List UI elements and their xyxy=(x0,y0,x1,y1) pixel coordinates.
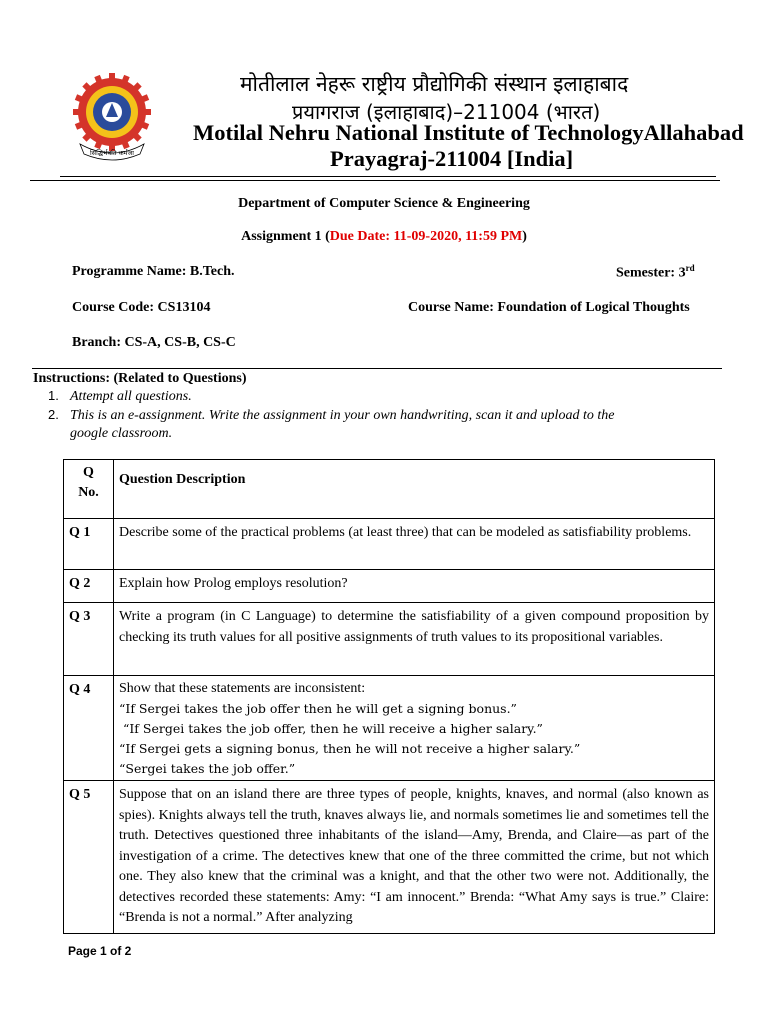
table-row xyxy=(64,570,715,603)
question-number: Q 2 xyxy=(64,570,114,603)
institute-address: Prayagraj-211004 [India] xyxy=(330,146,574,171)
assignment-title: Assignment 1 (Due Date: 11-09-2020, 11:59 PM) xyxy=(241,229,527,244)
header-divider-thin xyxy=(30,180,720,181)
programme-name: Programme Name: B.Tech. xyxy=(72,264,235,279)
question-text: Show that these statements are inconsistent: “If Sergei takes the job offer then he will get a signing bonus.” “If Sergei takes the job offer, then he will receive a higher salary.” “If Sergei gets a signing bonus, then he will not receive a higher salary.” “Sergei takes the job offer.” xyxy=(114,676,715,781)
due-date: Due Date: 11-09-2020, 11:59 PM xyxy=(329,229,523,244)
institute-name: Motilal Nehru National Institute of TechnologyAllahabad xyxy=(193,120,744,145)
question-text: Describe some of the practical problems (at least three) that can be modeled as satisfiability problems. xyxy=(114,519,715,570)
branch: Branch: CS-A, CS-B, CS-C xyxy=(72,335,236,350)
institute-name-hindi: मोतीलाल नेहरू राष्ट्रीय प्रौद्योगिकी संस्थान इलाहाबाद xyxy=(240,72,629,96)
header-description: Question Description xyxy=(114,460,715,519)
header-divider xyxy=(60,176,716,177)
table-row xyxy=(64,676,715,781)
question-number: Q 1 xyxy=(64,519,114,570)
question-text: Write a program (in C Language) to determine the satisfiability of a given compound proposition by checking its truth values for all positive assignments of truth values to its propositional variables. xyxy=(114,603,715,676)
table-row xyxy=(64,603,715,676)
page-number: Page 1 of 2 xyxy=(68,944,132,958)
question-number: Q 4 xyxy=(64,676,114,781)
header-qno: Q No. xyxy=(64,460,114,519)
section-divider xyxy=(32,368,722,369)
course-code: Course Code: CS13104 xyxy=(72,300,211,315)
svg-text:सिद्धिर्भवति कर्मजा: सिद्धिर्भवति कर्मजा xyxy=(90,149,134,157)
table-row xyxy=(64,781,715,934)
instructions-title: Instructions: (Related to Questions) xyxy=(33,371,247,386)
department-title: Department of Computer Science & Engineering xyxy=(238,196,530,211)
question-number: Q 5 xyxy=(64,781,114,934)
semester: Semester: 3rd xyxy=(616,263,695,281)
question-text: Explain how Prolog employs resolution? xyxy=(114,570,715,603)
institute-logo xyxy=(66,70,158,162)
instruction-item: 2. This is an e-assignment. Write the assignment in your own handwriting, scan it and upload to the xyxy=(48,407,615,423)
table-header-row xyxy=(64,460,715,519)
course-name: Course Name: Foundation of Logical Thoughts xyxy=(408,300,690,315)
questions-table xyxy=(63,459,715,934)
instruction-item-continuation: google classroom. xyxy=(70,426,173,441)
question-text: Suppose that on an island there are three types of people, knights, knaves, and normal (also known as spies). Knights always tell the truth, knaves always lie, and normals sometimes lie and sometimes tell the truth. Detectives questioned three inhabitants of the island—Amy, Brenda, and Claire—as part of the investigation of a crime. The detectives knew that one of the three committed the crime, but not which one. They also knew that the criminal was a knight, and that the other two were not. Additionally, the detectives recorded these statements: Amy: “I am innocent.” Brenda: “What Amy says is true.” Claire: “Brenda is not a normal.” After analyzing xyxy=(114,781,715,934)
institute-address-hindi: प्रयागराज (इलाहाबाद)–211004 (भारत) xyxy=(292,100,601,124)
question-number: Q 3 xyxy=(64,603,114,676)
table-row xyxy=(64,519,715,570)
instruction-item: 1. Attempt all questions. xyxy=(48,388,192,404)
